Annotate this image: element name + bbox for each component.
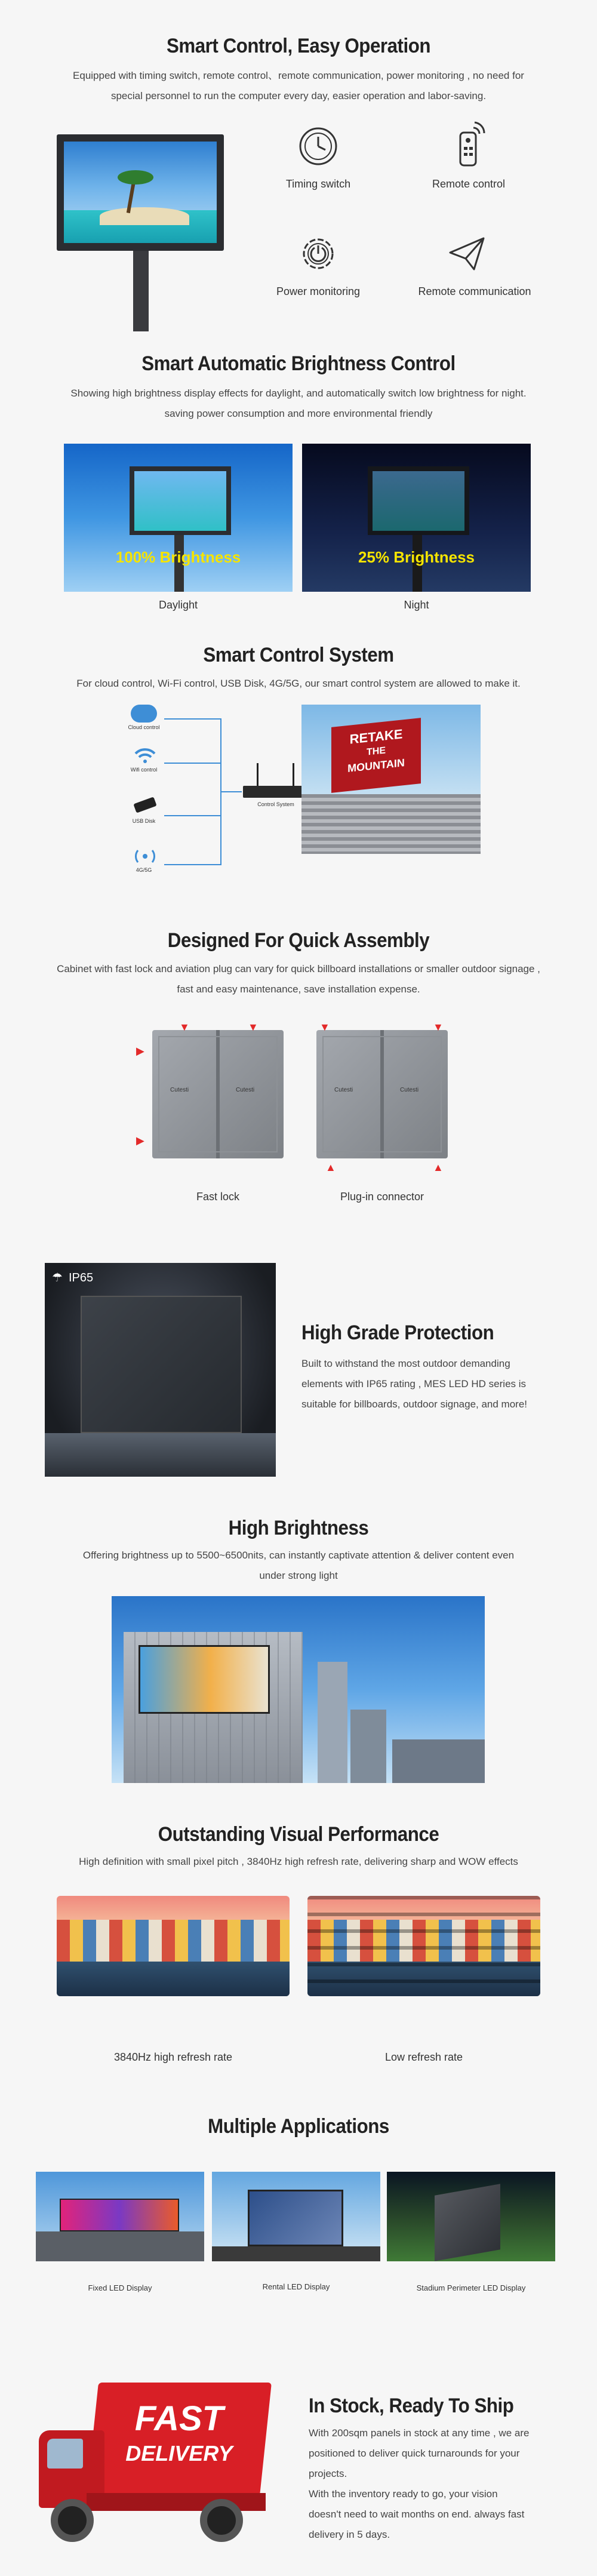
section-desc: Offering brightness up to 5500~6500nits, can instantly captivate attention & deliver content even bbox=[82, 1550, 515, 1561]
antenna bbox=[293, 763, 294, 786]
section-title: Designed For Quick Assembly bbox=[167, 929, 430, 952]
section-title: High Brightness bbox=[228, 1517, 369, 1539]
low-refresh-image bbox=[307, 1896, 540, 1996]
section-desc: delivery in 5 days. bbox=[309, 2529, 390, 2540]
night-image bbox=[302, 444, 531, 592]
assembly-section bbox=[0, 914, 597, 1236]
building-billboard-image bbox=[112, 1596, 485, 1783]
brand-label: Cutesti bbox=[400, 1087, 419, 1093]
section-desc: Built to withstand the most outdoor demanding bbox=[301, 1358, 510, 1369]
applications-section bbox=[0, 2084, 597, 2353]
protection-section bbox=[0, 1236, 597, 1517]
image-caption: 3840Hz high refresh rate bbox=[113, 2051, 233, 2063]
arrow-down-icon: ▼ bbox=[319, 1021, 330, 1033]
feature-label: Remote control bbox=[432, 178, 506, 190]
stadium-display-image bbox=[387, 2172, 555, 2261]
truck-text: DELIVERY bbox=[125, 2441, 233, 2466]
stadium-billboard-image bbox=[301, 705, 481, 854]
arrow-right-icon: ▶ bbox=[136, 1045, 144, 1057]
section-desc: positioned to deliver quick turnarounds for your bbox=[309, 2448, 520, 2459]
image-caption: Night bbox=[404, 599, 429, 611]
high-refresh-image bbox=[57, 1896, 290, 1996]
billboard-text: RETAKE bbox=[349, 726, 403, 747]
billboard-illustration bbox=[57, 134, 224, 331]
section-desc: Equipped with timing switch, remote control、remote communication, power monitoring , no need for bbox=[73, 70, 524, 81]
control-item-label: Wifi control bbox=[130, 767, 158, 773]
daylight-image bbox=[64, 444, 293, 592]
section-title: In Stock, Ready To Ship bbox=[309, 2394, 514, 2417]
section-title: Smart Control System bbox=[203, 644, 394, 666]
section-title: Smart Control, Easy Operation bbox=[166, 35, 431, 57]
section-desc: Showing high brightness display effects for daylight, and automatically switch low brightness for night. bbox=[70, 388, 527, 399]
stock-section bbox=[0, 2353, 597, 2576]
image-caption: Daylight bbox=[158, 599, 198, 611]
arrow-up-icon: ▲ bbox=[433, 1161, 444, 1173]
umbrella-icon: ☂ bbox=[52, 1271, 63, 1284]
brand-label: Cutesti bbox=[236, 1087, 255, 1093]
section-desc: With 200sqm panels in stock at any time , we are bbox=[309, 2427, 530, 2439]
section-desc: With the inventory ready to go, your vision bbox=[309, 2488, 498, 2500]
brand-label: Cutesti bbox=[170, 1087, 189, 1093]
image-caption: Fixed LED Display bbox=[88, 2283, 152, 2292]
section-desc: For cloud control, Wi-Fi control, USB Disk, 4G/5G, our smart control system are allowed to make it. bbox=[76, 678, 521, 689]
brand-label: Cutesti bbox=[334, 1087, 353, 1093]
control-item-label: 4G/5G bbox=[136, 867, 152, 873]
feature-label: Power monitoring bbox=[276, 285, 361, 297]
control-diagram bbox=[122, 705, 481, 908]
section-desc: saving power consumption and more environmental friendly bbox=[164, 408, 433, 419]
section-desc: projects. bbox=[309, 2468, 347, 2479]
high-brightness-section bbox=[0, 1517, 597, 1851]
image-caption: Stadium Perimeter LED Display bbox=[416, 2283, 526, 2292]
billboard-text: THE bbox=[367, 745, 386, 758]
section-desc: elements with IP65 rating , MES LED HD series is bbox=[301, 1378, 527, 1390]
remote-control-icon bbox=[445, 119, 493, 167]
brightness-overlay: 100% Brightness bbox=[115, 548, 241, 566]
image-caption: Low refresh rate bbox=[384, 2051, 463, 2063]
brightness-control-section bbox=[0, 334, 597, 633]
clock-icon bbox=[294, 122, 342, 170]
wifi-icon bbox=[133, 746, 157, 767]
cloud-icon bbox=[131, 705, 157, 723]
control-item-label: Cloud control bbox=[128, 724, 160, 730]
rental-display-image bbox=[212, 2172, 380, 2261]
billboard-text: MOUNTAIN bbox=[347, 756, 405, 775]
section-desc: under strong light bbox=[259, 1570, 338, 1581]
image-caption: Plug-in connector bbox=[340, 1191, 424, 1203]
brightness-overlay: 25% Brightness bbox=[358, 548, 475, 566]
section-desc: special personnel to run the computer every day, easier operation and labor-saving. bbox=[110, 90, 487, 102]
cabinet-plug-image bbox=[316, 1030, 448, 1158]
section-desc: suitable for billboards, outdoor signage, and more! bbox=[301, 1398, 528, 1410]
control-box-label: Control System bbox=[257, 801, 294, 807]
feature-label: Timing switch bbox=[285, 178, 351, 190]
arrow-down-icon: ▼ bbox=[433, 1021, 444, 1033]
arrow-up-icon: ▲ bbox=[325, 1161, 336, 1173]
arrow-down-icon: ▼ bbox=[179, 1021, 190, 1033]
image-caption: Rental LED Display bbox=[262, 2282, 330, 2291]
rain-cabinet-image bbox=[45, 1263, 276, 1477]
ip-rating-badge: IP65 bbox=[69, 1271, 94, 1284]
control-item-label: USB Disk bbox=[132, 818, 156, 824]
feature-label: Remote communication bbox=[418, 285, 531, 297]
section-title: Multiple Applications bbox=[208, 2115, 389, 2138]
smart-control-section bbox=[0, 0, 597, 334]
antenna bbox=[257, 763, 259, 786]
truck-text: FAST bbox=[134, 2399, 224, 2438]
section-desc: doesn't need to wait months on end. always fast bbox=[309, 2509, 525, 2520]
control-system-section bbox=[0, 633, 597, 914]
arrow-right-icon: ▶ bbox=[136, 1135, 144, 1146]
power-gear-icon bbox=[294, 230, 342, 278]
fixed-display-image bbox=[36, 2172, 204, 2261]
arrow-down-icon: ▼ bbox=[248, 1021, 259, 1033]
section-desc: Cabinet with fast lock and aviation plug can vary for quick billboard installations or smaller outdoor signage , bbox=[57, 963, 540, 975]
control-box bbox=[243, 786, 309, 798]
section-title: Smart Automatic Brightness Control bbox=[141, 352, 456, 375]
cabinet-fast-lock-image bbox=[152, 1030, 284, 1158]
section-title: High Grade Protection bbox=[301, 1321, 494, 1344]
section-title: Outstanding Visual Performance bbox=[158, 1823, 439, 1846]
visual-performance-section bbox=[0, 1818, 597, 2084]
image-caption: Fast lock bbox=[196, 1191, 240, 1203]
signal-icon bbox=[133, 847, 157, 869]
delivery-truck-illustration bbox=[39, 2377, 272, 2556]
paper-plane-icon bbox=[443, 230, 491, 278]
section-desc: fast and easy maintenance, save installation expense. bbox=[177, 983, 420, 995]
section-desc: High definition with small pixel pitch , 3840Hz high refresh rate, delivering sharp and WOW effects bbox=[79, 1856, 518, 1867]
